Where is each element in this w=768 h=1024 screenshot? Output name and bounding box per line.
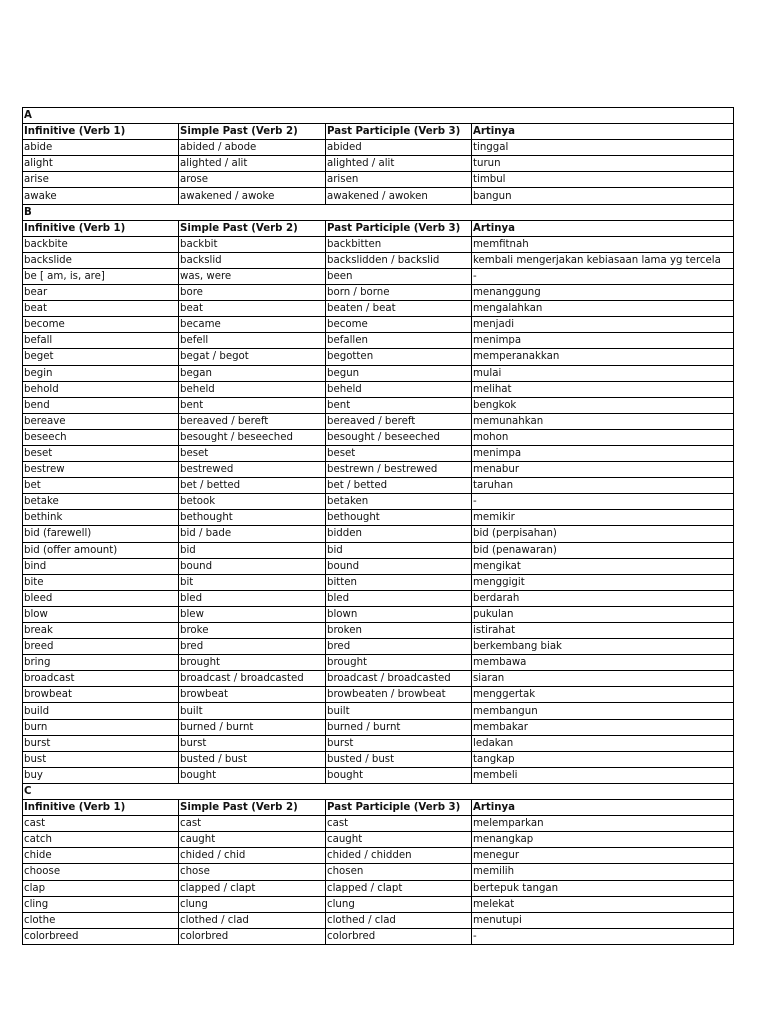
past-participle-cell: burst (326, 735, 472, 751)
simple-past-cell: begat / begot (179, 349, 326, 365)
meaning-cell: bid (penawaran) (472, 542, 734, 558)
infinitive-cell: begin (23, 365, 179, 381)
past-participle-cell: betaken (326, 494, 472, 510)
simple-past-cell: blew (179, 606, 326, 622)
past-participle-cell: born / borne (326, 285, 472, 301)
past-participle-cell: blown (326, 606, 472, 622)
simple-past-cell: abided / abode (179, 140, 326, 156)
meaning-cell: menggigit (472, 574, 734, 590)
simple-past-cell: clapped / clapt (179, 880, 326, 896)
section-letter-row (23, 783, 734, 799)
meaning-cell: membeli (472, 767, 734, 783)
table-row (23, 494, 734, 510)
past-participle-cell: beheld (326, 381, 472, 397)
simple-past-cell: betook (179, 494, 326, 510)
section-letter-row (23, 108, 734, 124)
table-row (23, 767, 734, 783)
table-row (23, 655, 734, 671)
past-participle-cell: become (326, 317, 472, 333)
meaning-cell: menangkap (472, 832, 734, 848)
simple-past-cell: beat (179, 301, 326, 317)
past-participle-cell: colorbred (326, 928, 472, 944)
simple-past-cell: backbit (179, 236, 326, 252)
table-row (23, 526, 734, 542)
simple-past-cell: caught (179, 832, 326, 848)
table-row (23, 172, 734, 188)
simple-past-cell: began (179, 365, 326, 381)
simple-past-cell: was, were (179, 268, 326, 284)
table-row (23, 236, 734, 252)
meaning-cell: melekat (472, 896, 734, 912)
infinitive-cell: burn (23, 719, 179, 735)
meaning-cell: memperanakkan (472, 349, 734, 365)
column-header: Simple Past (Verb 2) (179, 220, 326, 236)
past-participle-cell: burned / burnt (326, 719, 472, 735)
table-row (23, 365, 734, 381)
simple-past-cell: bid / bade (179, 526, 326, 542)
table-row (23, 156, 734, 172)
past-participle-cell: awakened / awoken (326, 188, 472, 204)
infinitive-cell: break (23, 623, 179, 639)
simple-past-cell: bereaved / bereft (179, 413, 326, 429)
meaning-cell: mohon (472, 429, 734, 445)
past-participle-cell: besought / beseeched (326, 429, 472, 445)
column-header: Artinya (472, 124, 734, 140)
meaning-cell: menabur (472, 462, 734, 478)
table-row (23, 445, 734, 461)
section-letter-row (23, 204, 734, 220)
meaning-cell: membakar (472, 719, 734, 735)
infinitive-cell: beseech (23, 429, 179, 445)
table-row (23, 268, 734, 284)
simple-past-cell: besought / beseeched (179, 429, 326, 445)
meaning-cell: kembali mengerjakan kebiasaan lama yg tercela (472, 252, 734, 268)
infinitive-cell: bereave (23, 413, 179, 429)
infinitive-cell: browbeat (23, 687, 179, 703)
meaning-cell: - (472, 928, 734, 944)
meaning-cell: memikir (472, 510, 734, 526)
past-participle-cell: chided / chidden (326, 848, 472, 864)
meaning-cell: - (472, 494, 734, 510)
infinitive-cell: bethink (23, 510, 179, 526)
past-participle-cell: browbeaten / browbeat (326, 687, 472, 703)
simple-past-cell: colorbred (179, 928, 326, 944)
column-header: Simple Past (Verb 2) (179, 800, 326, 816)
past-participle-cell: begotten (326, 349, 472, 365)
meaning-cell: memilih (472, 864, 734, 880)
meaning-cell: tinggal (472, 140, 734, 156)
past-participle-cell: clapped / clapt (326, 880, 472, 896)
simple-past-cell: bled (179, 590, 326, 606)
infinitive-cell: bid (offer amount) (23, 542, 179, 558)
simple-past-cell: awakened / awoke (179, 188, 326, 204)
past-participle-cell: befallen (326, 333, 472, 349)
infinitive-cell: cling (23, 896, 179, 912)
column-header: Infinitive (Verb 1) (23, 124, 179, 140)
meaning-cell: ledakan (472, 735, 734, 751)
meaning-cell: menimpa (472, 333, 734, 349)
infinitive-cell: choose (23, 864, 179, 880)
simple-past-cell: beheld (179, 381, 326, 397)
column-header: Past Participle (Verb 3) (326, 800, 472, 816)
table-row (23, 285, 734, 301)
infinitive-cell: blow (23, 606, 179, 622)
table-row (23, 462, 734, 478)
infinitive-cell: bid (farewell) (23, 526, 179, 542)
infinitive-cell: beget (23, 349, 179, 365)
meaning-cell: mulai (472, 365, 734, 381)
simple-past-cell: arose (179, 172, 326, 188)
column-header: Artinya (472, 800, 734, 816)
past-participle-cell: bent (326, 397, 472, 413)
past-participle-cell: bred (326, 639, 472, 655)
simple-past-cell: beset (179, 445, 326, 461)
simple-past-cell: chose (179, 864, 326, 880)
column-header: Past Participle (Verb 3) (326, 220, 472, 236)
table-row (23, 719, 734, 735)
table-row (23, 590, 734, 606)
meaning-cell: pukulan (472, 606, 734, 622)
infinitive-cell: bleed (23, 590, 179, 606)
infinitive-cell: bust (23, 751, 179, 767)
past-participle-cell: broadcast / broadcasted (326, 671, 472, 687)
simple-past-cell: broke (179, 623, 326, 639)
simple-past-cell: built (179, 703, 326, 719)
table-row (23, 252, 734, 268)
meaning-cell: memfitnah (472, 236, 734, 252)
table-row (23, 896, 734, 912)
meaning-cell: mengikat (472, 558, 734, 574)
table-row (23, 413, 734, 429)
infinitive-cell: alight (23, 156, 179, 172)
infinitive-cell: clap (23, 880, 179, 896)
past-participle-cell: built (326, 703, 472, 719)
meaning-cell: menegur (472, 848, 734, 864)
table-row (23, 623, 734, 639)
past-participle-cell: backbitten (326, 236, 472, 252)
table-row (23, 703, 734, 719)
infinitive-cell: colorbreed (23, 928, 179, 944)
infinitive-cell: buy (23, 767, 179, 783)
section-letter: A (23, 108, 734, 124)
meaning-cell: berkembang biak (472, 639, 734, 655)
meaning-cell: melihat (472, 381, 734, 397)
simple-past-cell: backslid (179, 252, 326, 268)
infinitive-cell: backslide (23, 252, 179, 268)
meaning-cell: berdarah (472, 590, 734, 606)
column-header: Infinitive (Verb 1) (23, 800, 179, 816)
column-header: Artinya (472, 220, 734, 236)
table-row (23, 751, 734, 767)
table-row (23, 317, 734, 333)
meaning-cell: taruhan (472, 478, 734, 494)
simple-past-cell: brought (179, 655, 326, 671)
verb-table-body (23, 108, 734, 945)
simple-past-cell: busted / bust (179, 751, 326, 767)
table-row (23, 912, 734, 928)
infinitive-cell: cast (23, 816, 179, 832)
infinitive-cell: abide (23, 140, 179, 156)
infinitive-cell: bind (23, 558, 179, 574)
table-row (23, 478, 734, 494)
table-row (23, 606, 734, 622)
meaning-cell: tangkap (472, 751, 734, 767)
infinitive-cell: build (23, 703, 179, 719)
column-header-row (23, 124, 734, 140)
section-letter: B (23, 204, 734, 220)
table-row (23, 848, 734, 864)
simple-past-cell: chided / chid (179, 848, 326, 864)
simple-past-cell: cast (179, 816, 326, 832)
infinitive-cell: bestrew (23, 462, 179, 478)
meaning-cell: turun (472, 156, 734, 172)
simple-past-cell: alighted / alit (179, 156, 326, 172)
meaning-cell: menutupi (472, 912, 734, 928)
past-participle-cell: beset (326, 445, 472, 461)
simple-past-cell: burst (179, 735, 326, 751)
infinitive-cell: chide (23, 848, 179, 864)
simple-past-cell: bound (179, 558, 326, 574)
meaning-cell: bangun (472, 188, 734, 204)
infinitive-cell: backbite (23, 236, 179, 252)
meaning-cell: membangun (472, 703, 734, 719)
past-participle-cell: begun (326, 365, 472, 381)
meaning-cell: menjadi (472, 317, 734, 333)
past-participle-cell: bidden (326, 526, 472, 542)
simple-past-cell: bid (179, 542, 326, 558)
past-participle-cell: caught (326, 832, 472, 848)
table-row (23, 510, 734, 526)
past-participle-cell: bound (326, 558, 472, 574)
past-participle-cell: bought (326, 767, 472, 783)
infinitive-cell: behold (23, 381, 179, 397)
simple-past-cell: bought (179, 767, 326, 783)
table-row (23, 928, 734, 944)
table-row (23, 333, 734, 349)
table-row (23, 301, 734, 317)
past-participle-cell: bet / betted (326, 478, 472, 494)
past-participle-cell: beaten / beat (326, 301, 472, 317)
meaning-cell: memunahkan (472, 413, 734, 429)
infinitive-cell: befall (23, 333, 179, 349)
meaning-cell: mengalahkan (472, 301, 734, 317)
past-participle-cell: bid (326, 542, 472, 558)
meaning-cell: bertepuk tangan (472, 880, 734, 896)
table-row (23, 687, 734, 703)
simple-past-cell: became (179, 317, 326, 333)
past-participle-cell: brought (326, 655, 472, 671)
past-participle-cell: bestrewn / bestrewed (326, 462, 472, 478)
table-row (23, 140, 734, 156)
meaning-cell: istirahat (472, 623, 734, 639)
table-row (23, 574, 734, 590)
simple-past-cell: bore (179, 285, 326, 301)
meaning-cell: menimpa (472, 445, 734, 461)
infinitive-cell: burst (23, 735, 179, 751)
meaning-cell: - (472, 268, 734, 284)
meaning-cell: menggertak (472, 687, 734, 703)
infinitive-cell: beat (23, 301, 179, 317)
table-row (23, 429, 734, 445)
past-participle-cell: bitten (326, 574, 472, 590)
simple-past-cell: bethought (179, 510, 326, 526)
meaning-cell: bid (perpisahan) (472, 526, 734, 542)
infinitive-cell: become (23, 317, 179, 333)
table-row (23, 735, 734, 751)
past-participle-cell: bled (326, 590, 472, 606)
meaning-cell: membawa (472, 655, 734, 671)
infinitive-cell: bring (23, 655, 179, 671)
simple-past-cell: bred (179, 639, 326, 655)
past-participle-cell: broken (326, 623, 472, 639)
past-participle-cell: clothed / clad (326, 912, 472, 928)
table-row (23, 816, 734, 832)
infinitive-cell: broadcast (23, 671, 179, 687)
past-participle-cell: busted / bust (326, 751, 472, 767)
table-row (23, 397, 734, 413)
table-row (23, 880, 734, 896)
simple-past-cell: clung (179, 896, 326, 912)
past-participle-cell: arisen (326, 172, 472, 188)
table-row (23, 639, 734, 655)
infinitive-cell: awake (23, 188, 179, 204)
table-row (23, 188, 734, 204)
past-participle-cell: abided (326, 140, 472, 156)
irregular-verbs-table (22, 107, 734, 945)
infinitive-cell: arise (23, 172, 179, 188)
column-header: Simple Past (Verb 2) (179, 124, 326, 140)
meaning-cell: siaran (472, 671, 734, 687)
table-row (23, 832, 734, 848)
past-participle-cell: chosen (326, 864, 472, 880)
meaning-cell: timbul (472, 172, 734, 188)
infinitive-cell: bet (23, 478, 179, 494)
column-header: Infinitive (Verb 1) (23, 220, 179, 236)
table-row (23, 671, 734, 687)
simple-past-cell: bent (179, 397, 326, 413)
infinitive-cell: beset (23, 445, 179, 461)
infinitive-cell: bear (23, 285, 179, 301)
simple-past-cell: browbeat (179, 687, 326, 703)
past-participle-cell: cast (326, 816, 472, 832)
infinitive-cell: betake (23, 494, 179, 510)
meaning-cell: bengkok (472, 397, 734, 413)
past-participle-cell: alighted / alit (326, 156, 472, 172)
infinitive-cell: clothe (23, 912, 179, 928)
column-header-row (23, 800, 734, 816)
meaning-cell: melemparkan (472, 816, 734, 832)
table-row (23, 864, 734, 880)
table-row (23, 542, 734, 558)
past-participle-cell: bereaved / bereft (326, 413, 472, 429)
simple-past-cell: bet / betted (179, 478, 326, 494)
infinitive-cell: catch (23, 832, 179, 848)
simple-past-cell: broadcast / broadcasted (179, 671, 326, 687)
column-header: Past Participle (Verb 3) (326, 124, 472, 140)
simple-past-cell: clothed / clad (179, 912, 326, 928)
past-participle-cell: backslidden / backslid (326, 252, 472, 268)
infinitive-cell: breed (23, 639, 179, 655)
simple-past-cell: bestrewed (179, 462, 326, 478)
past-participle-cell: been (326, 268, 472, 284)
section-letter: C (23, 783, 734, 799)
past-participle-cell: clung (326, 896, 472, 912)
infinitive-cell: bend (23, 397, 179, 413)
table-row (23, 349, 734, 365)
past-participle-cell: bethought (326, 510, 472, 526)
simple-past-cell: befell (179, 333, 326, 349)
meaning-cell: menanggung (472, 285, 734, 301)
simple-past-cell: burned / burnt (179, 719, 326, 735)
simple-past-cell: bit (179, 574, 326, 590)
table-row (23, 381, 734, 397)
table-row (23, 558, 734, 574)
infinitive-cell: be [ am, is, are] (23, 268, 179, 284)
column-header-row (23, 220, 734, 236)
infinitive-cell: bite (23, 574, 179, 590)
